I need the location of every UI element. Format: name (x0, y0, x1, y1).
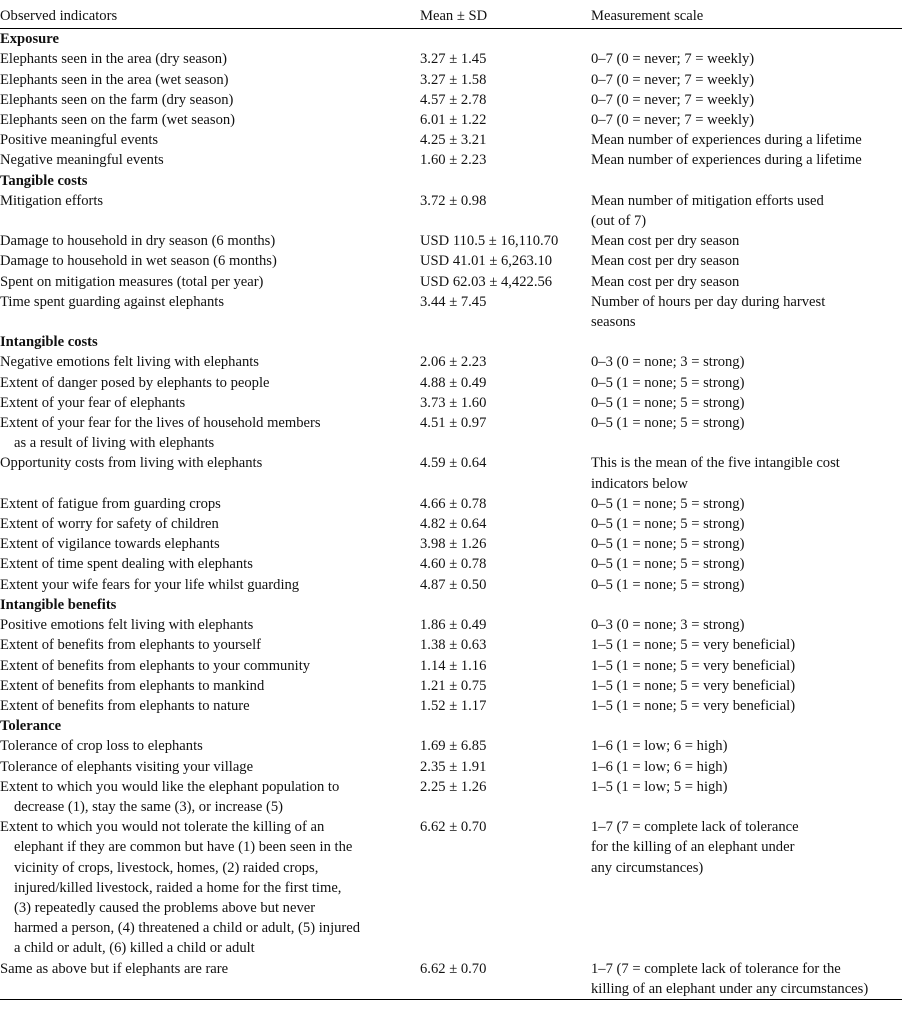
mean-sd-cell: 3.27 ± 1.45 (420, 51, 487, 68)
indicator-cell (0, 514, 420, 534)
indicator-text: Elephants seen on the farm (dry season) (0, 91, 234, 108)
indicator-text: Mitigation efforts (0, 192, 104, 209)
table-row (0, 676, 902, 696)
measurement-scale-cell (591, 251, 902, 271)
measurement-scale-cell (591, 272, 902, 292)
scale-text: 1–5 (1 = none; 5 = very beneficial) (591, 677, 796, 694)
indicator-cell (0, 70, 420, 90)
table-row (0, 150, 902, 170)
scale-text: 0–5 (1 = none; 5 = strong) (591, 495, 745, 512)
mean-sd-cell: 3.72 ± 0.98 (420, 192, 487, 209)
indicator-text: Extent of benefits from elephants to mankind (0, 677, 265, 694)
indicator-cell (0, 191, 420, 231)
measurement-scale-cell (591, 130, 902, 150)
mean-sd-cell: 2.35 ± 1.91 (420, 758, 487, 775)
mean-sd-cell: 1.86 ± 0.49 (420, 617, 487, 634)
indicator-text: Negative emotions felt living with elephants (0, 354, 259, 371)
indicator-text: Damage to household in dry season (6 months) (0, 233, 276, 250)
indicator-cell (0, 757, 420, 777)
indicator-text: Damage to household in wet season (6 months) (0, 253, 277, 270)
indicator-text: Extent to which you would not tolerate the killing of an (0, 819, 325, 836)
measurement-scale-cell (591, 534, 902, 554)
table-row (0, 817, 902, 958)
mean-sd-cell: 1.60 ± 2.23 (420, 152, 487, 169)
indicator-cell (0, 110, 420, 130)
scale-text: 0–5 (1 = none; 5 = strong) (591, 394, 745, 411)
header-row (0, 6, 902, 29)
table-row (0, 251, 902, 271)
measurement-scale-cell (591, 191, 902, 231)
table-row (0, 514, 902, 534)
mean-sd-cell: 1.52 ± 1.17 (420, 697, 487, 714)
section-title: Tolerance (0, 718, 62, 735)
scale-text: Mean cost per dry season (591, 273, 740, 290)
indicator-text: Extent of fatigue from guarding crops (0, 495, 221, 512)
scale-text: any circumstances) (591, 859, 704, 876)
indicator-continuation: as a result of living with elephants (14, 435, 215, 452)
indicator-cell (0, 251, 420, 271)
table-row (0, 272, 902, 292)
indicator-text: Elephants seen in the area (dry season) (0, 51, 227, 68)
indicator-cell (0, 959, 420, 1000)
mean-sd-cell: USD 62.03 ± 4,422.56 (420, 273, 553, 290)
section-title: Tangible costs (0, 172, 88, 189)
indicator-cell (0, 696, 420, 716)
section-title: Exposure (0, 31, 59, 48)
indicator-text: Extent of benefits from elephants to yourself (0, 637, 261, 654)
table-body (0, 29, 902, 1000)
mean-sd-cell: 4.25 ± 3.21 (420, 132, 487, 149)
measurement-scale-cell (591, 110, 902, 130)
mean-sd-cell: 4.59 ± 0.64 (420, 455, 487, 472)
scale-text: 0–5 (1 = none; 5 = strong) (591, 536, 745, 553)
table-row (0, 656, 902, 676)
indicator-continuation: a child or adult, (6) killed a child or adult (14, 940, 255, 957)
scale-text: 1–5 (1 = low; 5 = high) (591, 778, 728, 795)
scale-text: Mean cost per dry season (591, 233, 740, 250)
indicator-text: Extent of your fear of elephants (0, 394, 186, 411)
measurement-scale-cell (591, 514, 902, 534)
mean-sd-cell: 3.44 ± 7.45 (420, 293, 487, 310)
indicator-continuation: decrease (1), stay the same (3), or increase (5) (14, 798, 284, 815)
indicator-text: Negative meaningful events (0, 152, 164, 169)
scale-text: seasons (591, 314, 636, 331)
indicator-cell (0, 90, 420, 110)
measurement-scale-cell (591, 575, 902, 595)
mean-sd-cell: 4.87 ± 0.50 (420, 576, 487, 593)
scale-text: 1–5 (1 = none; 5 = very beneficial) (591, 637, 796, 654)
mean-sd-cell: 1.14 ± 1.16 (420, 657, 487, 674)
table-row (0, 49, 902, 69)
measurement-scale-cell (591, 757, 902, 777)
indicator-text: Extent of worry for safety of children (0, 516, 219, 533)
indicator-cell (0, 373, 420, 393)
indicator-cell (0, 413, 420, 453)
section-title: Intangible costs (0, 334, 98, 351)
measurement-scale-cell (591, 90, 902, 110)
scale-text: 1–5 (1 = none; 5 = very beneficial) (591, 657, 796, 674)
indicator-cell (0, 736, 420, 756)
section-header-row (0, 171, 902, 191)
scale-text: This is the mean of the five intangible cost (591, 455, 840, 472)
indicator-text: Extent of vigilance towards elephants (0, 536, 220, 553)
indicator-cell (0, 554, 420, 574)
table-row (0, 534, 902, 554)
table-row (0, 292, 902, 332)
measurement-scale-cell (591, 150, 902, 170)
table-row (0, 110, 902, 130)
scale-text: 0–5 (1 = none; 5 = strong) (591, 516, 745, 533)
mean-sd-cell: 1.21 ± 0.75 (420, 677, 487, 694)
table-row (0, 352, 902, 372)
measurement-scale-cell (591, 676, 902, 696)
measurement-scale-cell (591, 959, 902, 1000)
scale-text: 0–7 (0 = never; 7 = weekly) (591, 71, 755, 88)
measurement-scale-cell (591, 777, 902, 817)
indicator-text: Same as above but if elephants are rare (0, 960, 229, 977)
indicator-cell (0, 635, 420, 655)
indicator-cell (0, 49, 420, 69)
scale-text: 0–3 (0 = none; 3 = strong) (591, 617, 745, 634)
scale-text: Mean number of experiences during a lifetime (591, 152, 862, 169)
indicator-cell (0, 231, 420, 251)
table-row (0, 575, 902, 595)
header-observed-indicators: Observed indicators (0, 6, 420, 29)
indicator-continuation: injured/killed livestock, raided a home for the first time, (14, 879, 342, 896)
table-header (0, 6, 902, 29)
indicator-cell (0, 534, 420, 554)
mean-sd-cell: 4.60 ± 0.78 (420, 556, 487, 573)
indicator-cell (0, 575, 420, 595)
indicator-continuation (0, 979, 420, 999)
indicator-text: Extent of time spent dealing with elephants (0, 556, 253, 573)
scale-text: Mean number of experiences during a lifetime (591, 132, 862, 149)
table-row (0, 90, 902, 110)
table-row (0, 696, 902, 716)
indicator-continuation: elephant if they are common but have (1) been seen in the (14, 839, 353, 856)
section-title: Intangible benefits (0, 596, 117, 613)
scale-text: (out of 7) (591, 213, 647, 230)
header-measurement-scale: Measurement scale (591, 6, 902, 29)
mean-sd-cell: 1.38 ± 0.63 (420, 637, 487, 654)
indicator-continuation (0, 312, 420, 332)
table-row (0, 635, 902, 655)
measurement-scale-cell (591, 736, 902, 756)
mean-sd-cell: 4.82 ± 0.64 (420, 516, 487, 533)
scale-text: Mean cost per dry season (591, 253, 740, 270)
measurement-scale-cell (591, 393, 902, 413)
table-row (0, 130, 902, 150)
indicator-cell (0, 130, 420, 150)
mean-sd-cell: 6.01 ± 1.22 (420, 112, 487, 129)
measurement-scale-cell (591, 49, 902, 69)
scale-text: 1–7 (7 = complete lack of tolerance (591, 819, 799, 836)
table-row (0, 736, 902, 756)
mean-sd-cell: 3.98 ± 1.26 (420, 536, 487, 553)
indicator-text: Positive emotions felt living with elephants (0, 617, 254, 634)
scale-text: 1–6 (1 = low; 6 = high) (591, 738, 728, 755)
mean-sd-cell: 4.66 ± 0.78 (420, 495, 487, 512)
indicator-continuation (0, 211, 420, 231)
table-row (0, 615, 902, 635)
scale-text: 0–5 (1 = none; 5 = strong) (591, 415, 745, 432)
indicator-continuation: (3) repeatedly caused the problems above but never (14, 899, 316, 916)
indicator-text: Opportunity costs from living with elephants (0, 455, 263, 472)
measurement-scale-cell (591, 696, 902, 716)
mean-sd-cell: USD 41.01 ± 6,263.10 (420, 253, 553, 270)
mean-sd-cell: 4.88 ± 0.49 (420, 374, 487, 391)
mean-sd-cell: 4.57 ± 2.78 (420, 91, 487, 108)
scale-text: 1–5 (1 = none; 5 = very beneficial) (591, 697, 796, 714)
table-row (0, 413, 902, 453)
indicator-continuation: vicinity of crops, livestock, homes, (2) raided crops, (14, 859, 319, 876)
indicator-text: Elephants seen in the area (wet season) (0, 71, 229, 88)
scale-text: 0–7 (0 = never; 7 = weekly) (591, 51, 755, 68)
section-header-row (0, 716, 902, 736)
mean-sd-cell: 1.69 ± 6.85 (420, 738, 487, 755)
indicator-cell (0, 272, 420, 292)
indicator-text: Tolerance of elephants visiting your village (0, 758, 254, 775)
mean-sd-cell: 2.25 ± 1.26 (420, 778, 487, 795)
table-row (0, 959, 902, 1000)
table-row (0, 494, 902, 514)
indicator-text: Time spent guarding against elephants (0, 293, 225, 310)
indicator-cell (0, 150, 420, 170)
table-row (0, 393, 902, 413)
measurement-scale-cell (591, 817, 902, 958)
measurement-scale-cell (591, 656, 902, 676)
indicator-cell (0, 453, 420, 493)
indicators-table (0, 6, 902, 1000)
mean-sd-cell: 2.06 ± 2.23 (420, 354, 487, 371)
indicator-text: Positive meaningful events (0, 132, 159, 149)
indicator-continuation (0, 474, 420, 494)
scale-text: 0–5 (1 = none; 5 = strong) (591, 374, 745, 391)
scale-text: killing of an elephant under any circumstances) (591, 980, 869, 997)
scale-text: 0–3 (0 = none; 3 = strong) (591, 354, 745, 371)
indicator-text: Extent of benefits from elephants to your community (0, 657, 311, 674)
measurement-scale-cell (591, 615, 902, 635)
indicator-cell (0, 817, 420, 958)
table-row (0, 70, 902, 90)
scale-text: Mean number of mitigation efforts used (591, 192, 824, 209)
indicator-cell (0, 494, 420, 514)
indicator-text: Tolerance of crop loss to elephants (0, 738, 203, 755)
indicator-text: Extent of danger posed by elephants to people (0, 374, 270, 391)
indicator-text: Extent your wife fears for your life whilst guarding (0, 576, 300, 593)
table-row (0, 191, 902, 231)
indicator-cell (0, 676, 420, 696)
indicator-cell (0, 292, 420, 332)
scale-text: for the killing of an elephant under (591, 839, 795, 856)
indicator-cell (0, 393, 420, 413)
indicator-text: Spent on mitigation measures (total per year) (0, 273, 264, 290)
measurement-scale-cell (591, 352, 902, 372)
indicator-text: Extent of your fear for the lives of household members (0, 415, 321, 432)
indicator-text: Elephants seen on the farm (wet season) (0, 112, 236, 129)
scale-text: 0–5 (1 = none; 5 = strong) (591, 576, 745, 593)
table-row (0, 231, 902, 251)
measurement-scale-cell (591, 494, 902, 514)
measurement-scale-cell (591, 231, 902, 251)
measurement-scale-cell (591, 453, 902, 493)
table-row (0, 373, 902, 393)
section-header-row (0, 332, 902, 352)
indicator-continuation: harmed a person, (4) threatened a child or adult, (5) injured (14, 920, 361, 937)
section-header-row (0, 595, 902, 615)
scale-text: 1–6 (1 = low; 6 = high) (591, 758, 728, 775)
indicator-text: Extent to which you would like the elephant population to (0, 778, 340, 795)
mean-sd-cell: 3.73 ± 1.60 (420, 394, 487, 411)
mean-sd-cell: 3.27 ± 1.58 (420, 71, 487, 88)
scale-text: 0–7 (0 = never; 7 = weekly) (591, 91, 755, 108)
mean-sd-cell: 6.62 ± 0.70 (420, 959, 591, 1000)
scale-text: 0–5 (1 = none; 5 = strong) (591, 556, 745, 573)
mean-sd-cell: USD 110.5 ± 16,110.70 (420, 233, 559, 250)
header-mean-sd: Mean ± SD (420, 6, 591, 29)
measurement-scale-cell (591, 554, 902, 574)
scale-text: 1–7 (7 = complete lack of tolerance for the (591, 960, 841, 977)
scale-text: indicators below (591, 475, 688, 492)
table-row (0, 554, 902, 574)
table-row (0, 453, 902, 493)
mean-sd-cell: 4.51 ± 0.97 (420, 415, 487, 432)
indicator-cell (0, 656, 420, 676)
indicator-cell (0, 352, 420, 372)
scale-text: 0–7 (0 = never; 7 = weekly) (591, 112, 755, 129)
measurement-scale-cell (591, 292, 902, 332)
section-header-row (0, 29, 902, 50)
table-row (0, 757, 902, 777)
indicator-text: Extent of benefits from elephants to nature (0, 697, 250, 714)
table-row (0, 777, 902, 817)
measurement-scale-cell (591, 413, 902, 453)
measurement-scale-cell (591, 70, 902, 90)
indicator-cell (0, 777, 420, 817)
measurement-scale-cell (591, 373, 902, 393)
indicator-cell (0, 615, 420, 635)
mean-sd-cell: 6.62 ± 0.70 (420, 819, 487, 836)
scale-text: Number of hours per day during harvest (591, 293, 826, 310)
measurement-scale-cell (591, 635, 902, 655)
